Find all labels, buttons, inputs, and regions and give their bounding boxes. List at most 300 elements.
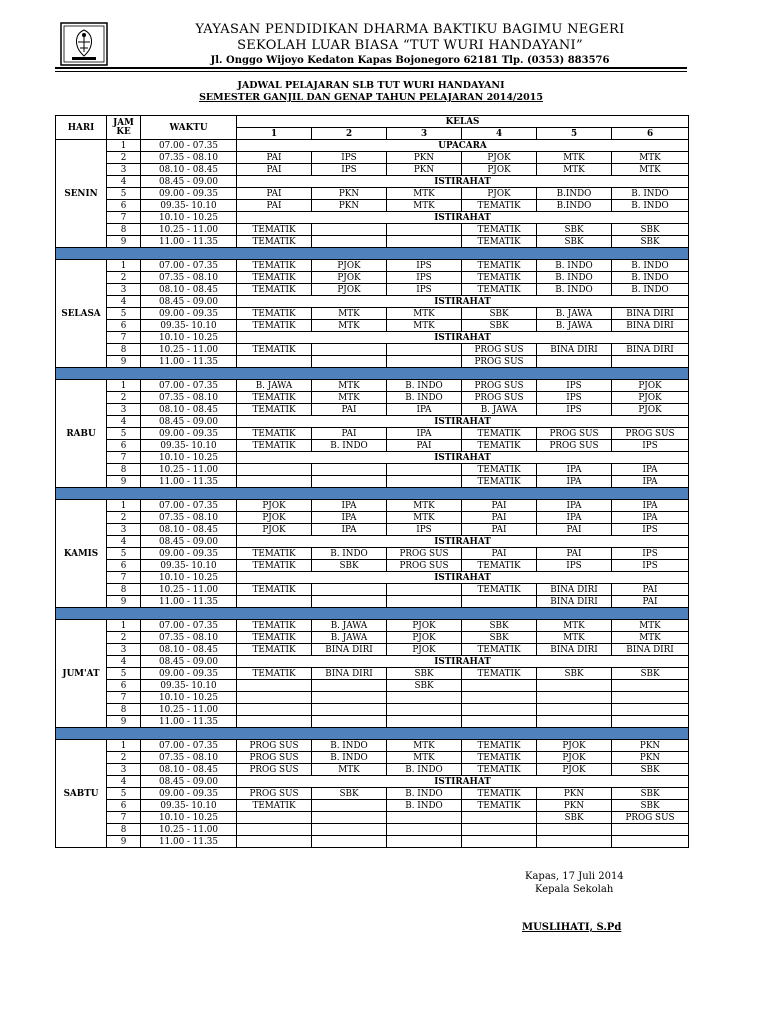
subject-cell: TEMATIK <box>462 464 537 476</box>
subject-cell: TEMATIK <box>462 428 537 440</box>
col-hari: HARI <box>56 116 107 140</box>
separator-band <box>56 368 689 380</box>
subject-cell <box>237 692 312 704</box>
jam-cell: 3 <box>107 404 141 416</box>
subject-cell <box>612 704 689 716</box>
subject-cell: PJOK <box>312 260 387 272</box>
waktu-cell: 08.10 - 08.45 <box>141 404 237 416</box>
waktu-cell: 10.10 - 10.25 <box>141 692 237 704</box>
subject-cell <box>312 356 387 368</box>
subject-cell: BINA DIRI <box>312 668 387 680</box>
subject-cell: IPA <box>612 512 689 524</box>
subject-cell: BINA DIRI <box>537 596 612 608</box>
subject-cell <box>462 824 537 836</box>
waktu-cell: 07.00 - 07.35 <box>141 140 237 152</box>
subject-cell: B. INDO <box>387 788 462 800</box>
jam-cell: 4 <box>107 536 141 548</box>
subject-cell: TEMATIK <box>237 236 312 248</box>
subject-cell: MTK <box>537 152 612 164</box>
subject-cell <box>312 236 387 248</box>
subject-cell: PAI <box>237 188 312 200</box>
table-row <box>56 212 689 224</box>
subject-cell: PJOK <box>312 284 387 296</box>
school-address: Jl. Onggo Wijoyo Kedaton Kapas Bojonegoro 62181 Tlp. (0353) 883576 <box>210 55 610 66</box>
day-separator <box>56 728 689 740</box>
subject-cell: IPS <box>387 284 462 296</box>
subject-cell: MTK <box>312 320 387 332</box>
subject-cell: TEMATIK <box>462 236 537 248</box>
subject-cell <box>312 680 387 692</box>
subject-cell: TEMATIK <box>237 392 312 404</box>
subject-cell: TEMATIK <box>462 272 537 284</box>
subject-cell <box>312 224 387 236</box>
kelas-number: 6 <box>612 128 689 140</box>
subject-cell <box>387 812 462 824</box>
subject-cell: BINA DIRI <box>537 584 612 596</box>
subject-cell: TEMATIK <box>237 404 312 416</box>
table-row <box>56 752 689 764</box>
waktu-cell: 07.00 - 07.35 <box>141 500 237 512</box>
jam-cell: 8 <box>107 344 141 356</box>
subject-cell: B.INDO <box>537 200 612 212</box>
jam-cell: 6 <box>107 800 141 812</box>
jam-cell: 4 <box>107 656 141 668</box>
table-row <box>56 284 689 296</box>
subject-cell: PJOK <box>387 620 462 632</box>
col-kelas: KELAS <box>237 116 689 128</box>
subject-cell <box>237 824 312 836</box>
subject-cell: TEMATIK <box>462 224 537 236</box>
jam-cell: 1 <box>107 620 141 632</box>
subject-cell <box>312 800 387 812</box>
waktu-cell: 11.00 - 11.35 <box>141 716 237 728</box>
jam-cell: 1 <box>107 380 141 392</box>
subject-cell: PAI <box>462 500 537 512</box>
subject-cell: TEMATIK <box>237 260 312 272</box>
school-name: SEKOLAH LUAR BIASA “TUT WURI HANDAYANI” <box>237 38 583 53</box>
waktu-cell: 07.35 - 08.10 <box>141 512 237 524</box>
jam-cell: 3 <box>107 164 141 176</box>
title-line-2: SEMESTER GANJIL DAN GENAP TAHUN PELAJARAN 2014/2015 <box>199 92 543 103</box>
separator-band <box>56 608 689 620</box>
waktu-cell: 08.10 - 08.45 <box>141 284 237 296</box>
subject-cell <box>312 704 387 716</box>
subject-cell: PROG SUS <box>462 392 537 404</box>
waktu-cell: 07.00 - 07.35 <box>141 740 237 752</box>
subject-cell: SBK <box>387 668 462 680</box>
table-row <box>56 164 689 176</box>
table-row <box>56 632 689 644</box>
subject-cell: TEMATIK <box>462 584 537 596</box>
waktu-cell: 10.25 - 11.00 <box>141 344 237 356</box>
subject-cell: SBK <box>612 800 689 812</box>
span-cell: ISTIRAHAT <box>237 296 689 308</box>
subject-cell <box>312 464 387 476</box>
document-title <box>55 80 687 104</box>
subject-cell: PAI <box>537 524 612 536</box>
day-separator <box>56 368 689 380</box>
jam-cell: 9 <box>107 236 141 248</box>
subject-cell: IPA <box>312 524 387 536</box>
table-row <box>56 812 689 824</box>
subject-cell <box>237 836 312 848</box>
table-row <box>56 800 689 812</box>
waktu-cell: 09.35- 10.10 <box>141 200 237 212</box>
subject-cell: MTK <box>612 632 689 644</box>
subject-cell: TEMATIK <box>462 440 537 452</box>
subject-cell: PAI <box>612 584 689 596</box>
subject-cell: SBK <box>612 224 689 236</box>
subject-cell: IPS <box>312 152 387 164</box>
subject-cell: IPA <box>312 512 387 524</box>
waktu-cell: 09.35- 10.10 <box>141 440 237 452</box>
waktu-cell: 10.10 - 10.25 <box>141 572 237 584</box>
jam-cell: 2 <box>107 272 141 284</box>
subject-cell: MTK <box>387 320 462 332</box>
subject-cell: BINA DIRI <box>537 344 612 356</box>
table-row <box>56 644 689 656</box>
school-emblem-icon <box>60 22 108 66</box>
subject-cell: IPS <box>537 560 612 572</box>
table-row <box>56 140 689 152</box>
subject-cell: TEMATIK <box>462 260 537 272</box>
subject-cell: BINA DIRI <box>537 644 612 656</box>
waktu-cell: 10.25 - 11.00 <box>141 464 237 476</box>
place-date: Kapas, 17 Juli 2014 <box>525 871 624 882</box>
subject-cell: PROG SUS <box>612 428 689 440</box>
subject-cell <box>462 692 537 704</box>
jam-cell: 5 <box>107 668 141 680</box>
jam-cell: 6 <box>107 680 141 692</box>
subject-cell: PROG SUS <box>237 764 312 776</box>
waktu-cell: 10.10 - 10.25 <box>141 812 237 824</box>
jam-cell: 4 <box>107 776 141 788</box>
subject-cell: IPA <box>612 476 689 488</box>
day-name: SELASA <box>56 260 107 368</box>
table-row <box>56 548 689 560</box>
table-row <box>56 464 689 476</box>
waktu-cell: 10.25 - 11.00 <box>141 824 237 836</box>
subject-cell: MTK <box>387 740 462 752</box>
subject-cell <box>387 596 462 608</box>
waktu-cell: 08.45 - 09.00 <box>141 176 237 188</box>
waktu-cell: 08.10 - 08.45 <box>141 764 237 776</box>
subject-cell: B. INDO <box>312 440 387 452</box>
subject-cell: MTK <box>387 512 462 524</box>
waktu-cell: 09.35- 10.10 <box>141 680 237 692</box>
kelas-number: 5 <box>537 128 612 140</box>
table-row <box>56 344 689 356</box>
subject-cell <box>387 476 462 488</box>
subject-cell <box>312 836 387 848</box>
subject-cell: PAI <box>387 440 462 452</box>
subject-cell: TEMATIK <box>462 476 537 488</box>
subject-cell <box>237 716 312 728</box>
subject-cell <box>537 356 612 368</box>
jam-cell: 7 <box>107 692 141 704</box>
jam-cell: 4 <box>107 416 141 428</box>
table-row <box>56 404 689 416</box>
table-row <box>56 824 689 836</box>
subject-cell <box>387 836 462 848</box>
subject-cell: IPA <box>387 404 462 416</box>
subject-cell <box>387 356 462 368</box>
subject-cell <box>312 716 387 728</box>
table-row <box>56 476 689 488</box>
subject-cell <box>387 704 462 716</box>
table-row <box>56 500 689 512</box>
subject-cell: TEMATIK <box>462 668 537 680</box>
subject-cell <box>237 356 312 368</box>
subject-cell: PAI <box>537 548 612 560</box>
subject-cell: PJOK <box>237 512 312 524</box>
header-rule-thin <box>55 71 687 72</box>
jam-cell: 7 <box>107 572 141 584</box>
subject-cell: PAI <box>462 512 537 524</box>
jam-cell: 1 <box>107 260 141 272</box>
subject-cell: TEMATIK <box>462 788 537 800</box>
span-cell: ISTIRAHAT <box>237 332 689 344</box>
waktu-cell: 07.35 - 08.10 <box>141 632 237 644</box>
subject-cell: PJOK <box>612 392 689 404</box>
subject-cell: TEMATIK <box>462 200 537 212</box>
span-cell: ISTIRAHAT <box>237 572 689 584</box>
subject-cell: PJOK <box>387 644 462 656</box>
subject-cell: IPS <box>612 524 689 536</box>
waktu-cell: 08.45 - 09.00 <box>141 296 237 308</box>
subject-cell: SBK <box>387 680 462 692</box>
subject-cell: B. INDO <box>312 740 387 752</box>
subject-cell: B. INDO <box>387 392 462 404</box>
subject-cell: B.INDO <box>537 188 612 200</box>
subject-cell <box>312 596 387 608</box>
jam-cell: 7 <box>107 812 141 824</box>
subject-cell: TEMATIK <box>237 668 312 680</box>
separator-band <box>56 248 689 260</box>
subject-cell: PAI <box>237 164 312 176</box>
table-row <box>56 740 689 752</box>
subject-cell: PKN <box>312 200 387 212</box>
subject-cell: TEMATIK <box>237 632 312 644</box>
table-row <box>56 440 689 452</box>
subject-cell <box>387 344 462 356</box>
waktu-cell: 08.10 - 08.45 <box>141 644 237 656</box>
waktu-cell: 07.00 - 07.35 <box>141 380 237 392</box>
subject-cell: TEMATIK <box>237 548 312 560</box>
waktu-cell: 09.00 - 09.35 <box>141 788 237 800</box>
jam-cell: 5 <box>107 308 141 320</box>
subject-cell: TEMATIK <box>462 644 537 656</box>
kelas-number: 4 <box>462 128 537 140</box>
span-cell: ISTIRAHAT <box>237 452 689 464</box>
subject-cell: MTK <box>612 152 689 164</box>
subject-cell: PROG SUS <box>387 560 462 572</box>
table-row <box>56 332 689 344</box>
jam-cell: 2 <box>107 632 141 644</box>
subject-cell: MTK <box>312 380 387 392</box>
subject-cell: PKN <box>387 152 462 164</box>
subject-cell: PAI <box>312 428 387 440</box>
subject-cell: PKN <box>312 188 387 200</box>
subject-cell: SBK <box>612 764 689 776</box>
subject-cell: SBK <box>537 224 612 236</box>
subject-cell: PJOK <box>387 632 462 644</box>
subject-cell: IPS <box>537 404 612 416</box>
subject-cell: PAI <box>612 596 689 608</box>
table-row <box>56 536 689 548</box>
subject-cell: PROG SUS <box>237 788 312 800</box>
title-line-1: JADWAL PELAJARAN SLB TUT WURI HANDAYANI <box>237 80 505 91</box>
subject-cell: B. INDO <box>537 284 612 296</box>
subject-cell: PROG SUS <box>537 428 612 440</box>
subject-cell: SBK <box>612 236 689 248</box>
subject-cell <box>312 812 387 824</box>
subject-cell: PJOK <box>312 272 387 284</box>
jam-cell: 8 <box>107 464 141 476</box>
subject-cell: TEMATIK <box>237 428 312 440</box>
subject-cell <box>387 716 462 728</box>
day-separator <box>56 248 689 260</box>
subject-cell: BINA DIRI <box>312 644 387 656</box>
table-row <box>56 716 689 728</box>
subject-cell: PKN <box>612 752 689 764</box>
waktu-cell: 09.00 - 09.35 <box>141 668 237 680</box>
subject-cell: SBK <box>537 236 612 248</box>
subject-cell <box>237 476 312 488</box>
day-name: SABTU <box>56 740 107 848</box>
subject-cell: B. JAWA <box>537 308 612 320</box>
subject-cell: SBK <box>462 308 537 320</box>
subject-cell: PAI <box>462 524 537 536</box>
subject-cell: SBK <box>462 320 537 332</box>
subject-cell: IPS <box>387 260 462 272</box>
subject-cell: B. INDO <box>312 548 387 560</box>
day-name: JUM'AT <box>56 620 107 728</box>
table-row <box>56 452 689 464</box>
separator-band <box>56 488 689 500</box>
subject-cell: MTK <box>387 500 462 512</box>
table-row <box>56 764 689 776</box>
waktu-cell: 07.35 - 08.10 <box>141 272 237 284</box>
subject-cell: PROG SUS <box>537 440 612 452</box>
subject-cell: B. INDO <box>612 284 689 296</box>
subject-cell: PJOK <box>537 752 612 764</box>
jam-cell: 3 <box>107 764 141 776</box>
waktu-cell: 10.10 - 10.25 <box>141 452 237 464</box>
subject-cell: IPA <box>387 428 462 440</box>
span-cell: ISTIRAHAT <box>237 176 689 188</box>
jam-cell: 6 <box>107 440 141 452</box>
header-rule-thick <box>55 67 687 69</box>
table-row <box>56 224 689 236</box>
subject-cell: B. JAWA <box>537 320 612 332</box>
subject-cell: IPA <box>537 512 612 524</box>
jam-cell: 2 <box>107 392 141 404</box>
header-row <box>56 116 689 128</box>
jam-cell: 9 <box>107 716 141 728</box>
subject-cell: IPS <box>312 164 387 176</box>
subject-cell <box>537 680 612 692</box>
subject-cell: TEMATIK <box>237 440 312 452</box>
table-row <box>56 692 689 704</box>
subject-cell <box>312 692 387 704</box>
table-row <box>56 668 689 680</box>
table-row <box>56 260 689 272</box>
subject-cell: PAI <box>312 404 387 416</box>
waktu-cell: 08.45 - 09.00 <box>141 656 237 668</box>
subject-cell: PROG SUS <box>237 740 312 752</box>
subject-cell: TEMATIK <box>462 284 537 296</box>
subject-cell: B. INDO <box>612 260 689 272</box>
table-row <box>56 200 689 212</box>
subject-cell: MTK <box>387 308 462 320</box>
subject-cell: BINA DIRI <box>612 344 689 356</box>
table-row <box>56 560 689 572</box>
table-row <box>56 416 689 428</box>
subject-cell: BINA DIRI <box>612 308 689 320</box>
subject-cell: B. JAWA <box>312 620 387 632</box>
table-row <box>56 788 689 800</box>
signer-name: MUSLIHATI, S.Pd <box>522 922 622 933</box>
subject-cell <box>237 596 312 608</box>
jam-cell: 4 <box>107 296 141 308</box>
signature-block <box>510 870 624 896</box>
kelas-number: 1 <box>237 128 312 140</box>
subject-cell <box>537 704 612 716</box>
table-row <box>56 356 689 368</box>
subject-cell: PKN <box>612 740 689 752</box>
table-row <box>56 584 689 596</box>
jam-cell: 2 <box>107 512 141 524</box>
waktu-cell: 10.25 - 11.00 <box>141 704 237 716</box>
subject-cell <box>537 824 612 836</box>
table-row <box>56 236 689 248</box>
waktu-cell: 10.10 - 10.25 <box>141 212 237 224</box>
subject-cell: IPS <box>612 548 689 560</box>
waktu-cell: 08.45 - 09.00 <box>141 776 237 788</box>
subject-cell: TEMATIK <box>237 284 312 296</box>
waktu-cell: 10.25 - 11.00 <box>141 224 237 236</box>
subject-cell: PROG SUS <box>612 812 689 824</box>
jam-cell: 3 <box>107 524 141 536</box>
table-row <box>56 188 689 200</box>
subject-cell: IPA <box>612 464 689 476</box>
day-name: RABU <box>56 380 107 488</box>
subject-cell <box>387 464 462 476</box>
day-name: KAMIS <box>56 500 107 608</box>
span-cell: UPACARA <box>237 140 689 152</box>
waktu-cell: 11.00 - 11.35 <box>141 596 237 608</box>
subject-cell <box>312 584 387 596</box>
span-cell: ISTIRAHAT <box>237 776 689 788</box>
subject-cell: IPA <box>312 500 387 512</box>
subject-cell: IPA <box>537 476 612 488</box>
jam-cell: 5 <box>107 428 141 440</box>
subject-cell <box>462 836 537 848</box>
jam-cell: 9 <box>107 596 141 608</box>
waktu-cell: 09.00 - 09.35 <box>141 548 237 560</box>
table-row <box>56 272 689 284</box>
subject-cell: PJOK <box>462 164 537 176</box>
day-name: SENIN <box>56 140 107 248</box>
subject-cell: TEMATIK <box>237 620 312 632</box>
subject-cell: PJOK <box>537 764 612 776</box>
waktu-cell: 07.00 - 07.35 <box>141 620 237 632</box>
subject-cell: TEMATIK <box>462 800 537 812</box>
subject-cell: B. INDO <box>387 380 462 392</box>
span-cell: ISTIRAHAT <box>237 212 689 224</box>
subject-cell: PROG SUS <box>462 344 537 356</box>
